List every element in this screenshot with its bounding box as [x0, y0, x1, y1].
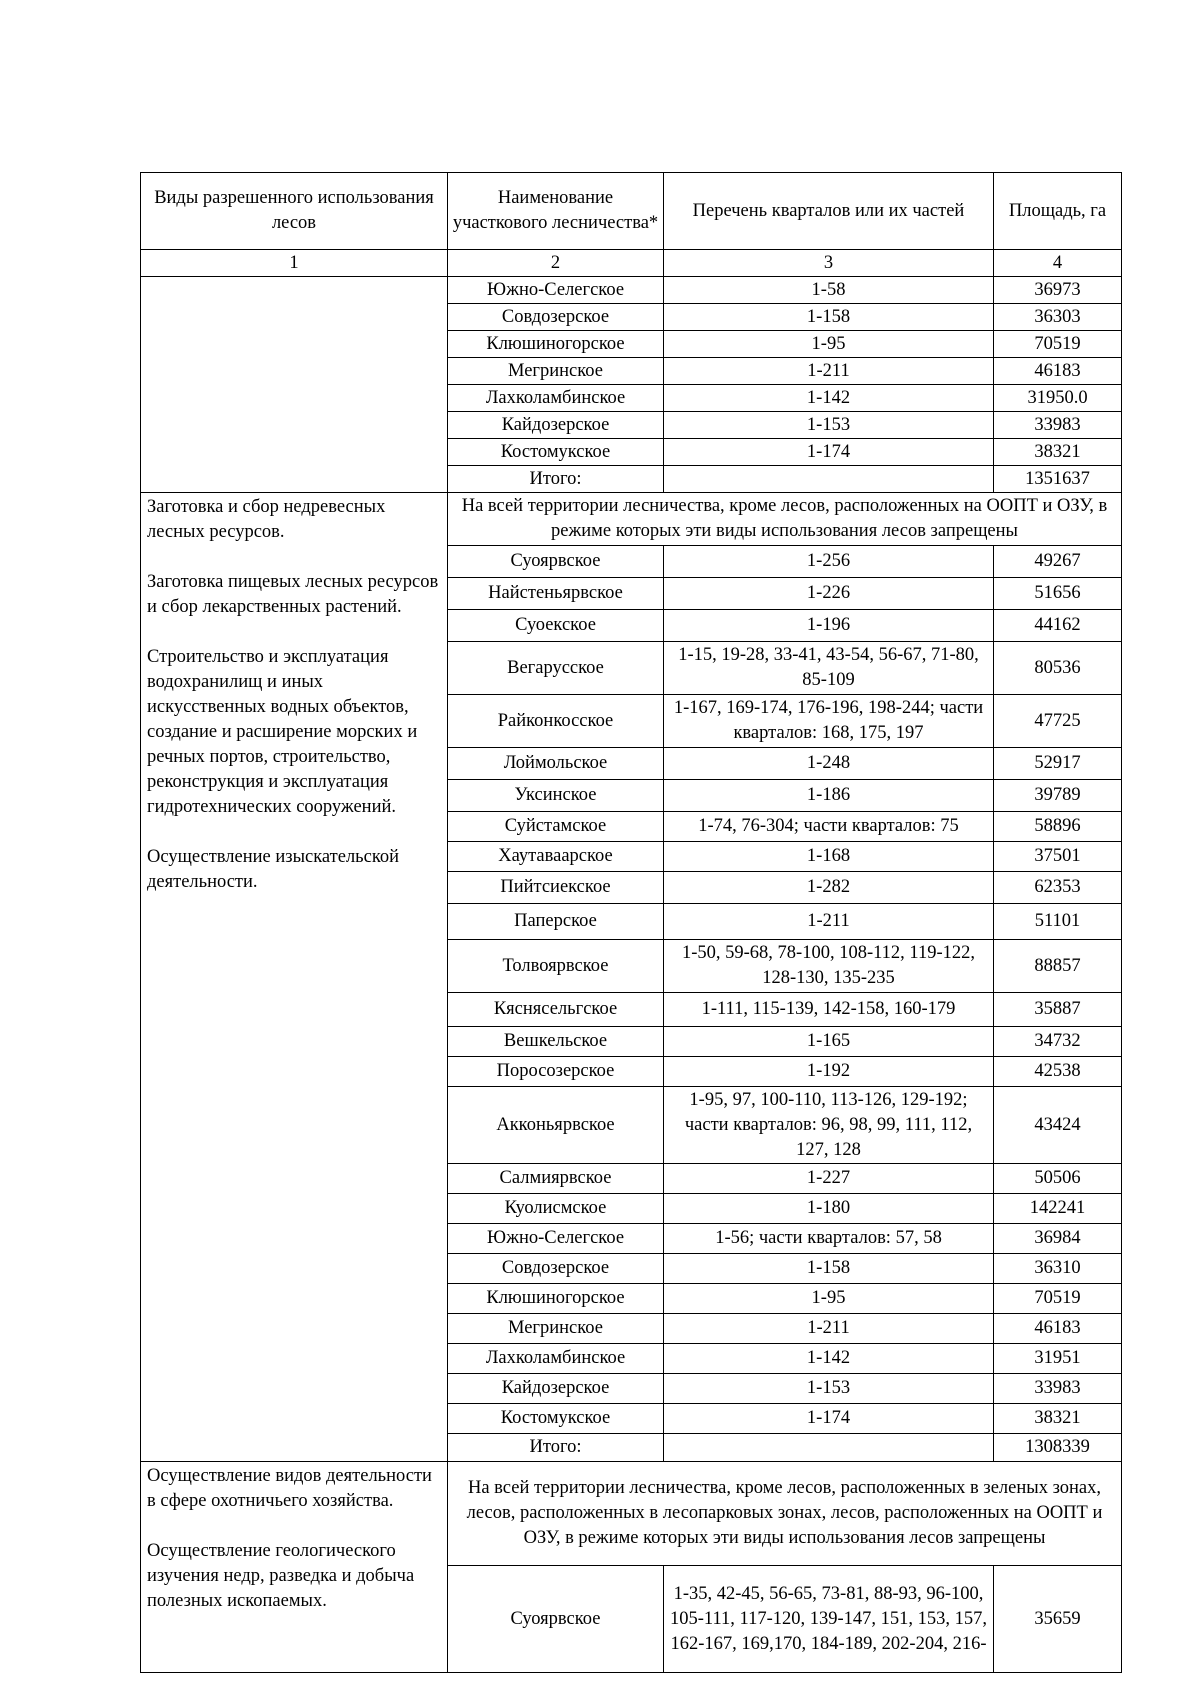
- quarters: 1-256: [664, 546, 994, 578]
- forestry-name: Совдозерское: [448, 304, 664, 331]
- area: 38321: [994, 439, 1122, 466]
- quarters: 1-15, 19-28, 33-41, 43-54, 56-67, 71-80, 85-109: [664, 642, 994, 695]
- quarters: 1-248: [664, 748, 994, 780]
- scope-row: [141, 493, 1122, 546]
- forestry-name: Хаутаваарское: [448, 842, 664, 872]
- forestry-name: Южно-Селегское: [448, 277, 664, 304]
- quarters: 1-226: [664, 578, 994, 610]
- forestry-name: Поросозерское: [448, 1057, 664, 1087]
- forestry-name: Пийтсиекское: [448, 872, 664, 904]
- area: 35659: [994, 1566, 1122, 1673]
- quarters: 1-142: [664, 1344, 994, 1374]
- area: 46183: [994, 1314, 1122, 1344]
- forestry-name: Лоймольское: [448, 748, 664, 780]
- area: 52917: [994, 748, 1122, 780]
- area: 88857: [994, 940, 1122, 993]
- area: 51656: [994, 578, 1122, 610]
- forestry-name: Вегарусское: [448, 642, 664, 695]
- quarters: 1-153: [664, 1374, 994, 1404]
- column-number: 1: [141, 250, 448, 277]
- use-type-text: Осуществление видов деятельности в сфере охотничьего хозяйства.: [147, 1466, 432, 1511]
- scope-text: На всей территории лесничества, кроме лесов, расположенных в зеленых зонах, лесов, расположенных в лесопарковых зонах, лесов, расположенных на ООПТ и ОЗУ, в режиме которых эти виды использования лесов запрещены: [448, 1462, 1122, 1566]
- forestry-name: Райконкосское: [448, 695, 664, 748]
- forest-use-table: [140, 172, 1122, 1673]
- forestry-name: Суоекское: [448, 610, 664, 642]
- header-quarters-list: Перечень кварталов или их частей: [664, 173, 994, 250]
- header-use-types: Виды разрешенного использования лесов: [141, 173, 448, 250]
- forestry-name: Мегринское: [448, 358, 664, 385]
- forestry-name: Суйстамское: [448, 812, 664, 842]
- table-header-row: [141, 173, 1122, 250]
- forestry-name: Салмиярвское: [448, 1164, 664, 1194]
- quarters: 1-58: [664, 277, 994, 304]
- use-type-text: Осуществление геологического изучения недр, разведка и добыча полезных ископаемых.: [147, 1541, 415, 1611]
- quarters: 1-95, 97, 100-110, 113-126, 129-192; части кварталов: 96, 98, 99, 111, 112, 127, 128: [664, 1087, 994, 1164]
- forestry-name: Найстеньярвское: [448, 578, 664, 610]
- quarters: 1-50, 59-68, 78-100, 108-112, 119-122, 128-130, 135-235: [664, 940, 994, 993]
- forestry-name: Акконьярвское: [448, 1087, 664, 1164]
- quarters: 1-192: [664, 1057, 994, 1087]
- area: 38321: [994, 1404, 1122, 1434]
- header-area: Площадь, га: [994, 173, 1122, 250]
- area: 37501: [994, 842, 1122, 872]
- quarters: 1-174: [664, 439, 994, 466]
- forestry-name: Куолисмское: [448, 1194, 664, 1224]
- use-type-cell-empty: [141, 277, 448, 493]
- area: 70519: [994, 1284, 1122, 1314]
- total-label: Итого:: [448, 1434, 664, 1462]
- column-number-row: [141, 250, 1122, 277]
- area: 39789: [994, 780, 1122, 812]
- quarters: 1-211: [664, 904, 994, 940]
- total-area: 1351637: [994, 466, 1122, 493]
- area: 31951: [994, 1344, 1122, 1374]
- column-number: 3: [664, 250, 994, 277]
- scope-text: На всей территории лесничества, кроме лесов, расположенных на ООПТ и ОЗУ, в режиме которых эти виды использования лесов запрещены: [448, 493, 1122, 546]
- area: 36973: [994, 277, 1122, 304]
- quarters: 1-95: [664, 1284, 994, 1314]
- area: 33983: [994, 412, 1122, 439]
- column-number: 4: [994, 250, 1122, 277]
- area: 34732: [994, 1027, 1122, 1057]
- forestry-name: Вешкельское: [448, 1027, 664, 1057]
- quarters: 1-211: [664, 358, 994, 385]
- area: 35887: [994, 993, 1122, 1027]
- quarters: 1-95: [664, 331, 994, 358]
- forestry-name: Кайдозерское: [448, 1374, 664, 1404]
- forestry-name: Кайдозерское: [448, 412, 664, 439]
- quarters: 1-211: [664, 1314, 994, 1344]
- column-number: 2: [448, 250, 664, 277]
- total-quarters-empty: [664, 466, 994, 493]
- area: 70519: [994, 331, 1122, 358]
- forestry-name: Клюшиногорское: [448, 1284, 664, 1314]
- quarters: 1-35, 42-45, 56-65, 73-81, 88-93, 96-100, 105-111, 117-120, 139-147, 151, 153, 157, 162-167, 169,170, 184-189, 202-204, 216-: [664, 1566, 994, 1673]
- forestry-name: Южно-Селегское: [448, 1224, 664, 1254]
- use-type-text: Строительство и эксплуатация водохранилищ и иных искусственных водных объектов, создание и расширение морских и речных портов, строительство, реконструкция и эксплуатация гидротехнических сооружений.: [147, 647, 418, 817]
- area: 36984: [994, 1224, 1122, 1254]
- scope-row: [141, 1462, 1122, 1566]
- area: 80536: [994, 642, 1122, 695]
- header-forestry-name: Наименование участкового лесничества*: [448, 173, 664, 250]
- quarters: 1-227: [664, 1164, 994, 1194]
- forestry-name: Совдозерское: [448, 1254, 664, 1284]
- area: 36310: [994, 1254, 1122, 1284]
- quarters: 1-153: [664, 412, 994, 439]
- area: 42538: [994, 1057, 1122, 1087]
- area: 49267: [994, 546, 1122, 578]
- total-quarters-empty: [664, 1434, 994, 1462]
- quarters: 1-167, 169-174, 176-196, 198-244; части кварталов: 168, 175, 197: [664, 695, 994, 748]
- quarters: 1-180: [664, 1194, 994, 1224]
- area: 142241: [994, 1194, 1122, 1224]
- area: 62353: [994, 872, 1122, 904]
- use-types-cell: [141, 493, 448, 1462]
- quarters: 1-158: [664, 1254, 994, 1284]
- quarters: 1-186: [664, 780, 994, 812]
- use-type-text: Осуществление изыскательской деятельности.: [147, 847, 400, 892]
- area: 50506: [994, 1164, 1122, 1194]
- area: 44162: [994, 610, 1122, 642]
- forestry-name: Толвоярвское: [448, 940, 664, 993]
- use-type-text: Заготовка пищевых лесных ресурсов и сбор лекарственных растений.: [147, 572, 439, 617]
- forestry-name: Лахколамбинское: [448, 1344, 664, 1374]
- quarters: 1-168: [664, 842, 994, 872]
- quarters: 1-158: [664, 304, 994, 331]
- forestry-name: Суоярвское: [448, 1566, 664, 1673]
- forestry-name: Костомукское: [448, 1404, 664, 1434]
- quarters: 1-196: [664, 610, 994, 642]
- area: 33983: [994, 1374, 1122, 1404]
- forestry-name: Суоярвское: [448, 546, 664, 578]
- forestry-name: Кяснясельгское: [448, 993, 664, 1027]
- quarters: 1-56; части кварталов: 57, 58: [664, 1224, 994, 1254]
- quarters: 1-165: [664, 1027, 994, 1057]
- quarters: 1-174: [664, 1404, 994, 1434]
- use-type-text: Заготовка и сбор недревесных лесных ресурсов.: [147, 497, 386, 542]
- use-types-cell: [141, 1462, 448, 1673]
- quarters: 1-142: [664, 385, 994, 412]
- forestry-name: Лахколамбинское: [448, 385, 664, 412]
- table-row: [141, 277, 1122, 304]
- area: 47725: [994, 695, 1122, 748]
- area: 43424: [994, 1087, 1122, 1164]
- total-area: 1308339: [994, 1434, 1122, 1462]
- quarters: 1-111, 115-139, 142-158, 160-179: [664, 993, 994, 1027]
- forestry-name: Уксинское: [448, 780, 664, 812]
- quarters: 1-74, 76-304; части кварталов: 75: [664, 812, 994, 842]
- quarters: 1-282: [664, 872, 994, 904]
- area: 58896: [994, 812, 1122, 842]
- area: 36303: [994, 304, 1122, 331]
- area: 51101: [994, 904, 1122, 940]
- area: 31950.0: [994, 385, 1122, 412]
- area: 46183: [994, 358, 1122, 385]
- total-label: Итого:: [448, 466, 664, 493]
- forestry-name: Паперское: [448, 904, 664, 940]
- forestry-name: Костомукское: [448, 439, 664, 466]
- forestry-name: Клюшиногорское: [448, 331, 664, 358]
- forestry-name: Мегринское: [448, 1314, 664, 1344]
